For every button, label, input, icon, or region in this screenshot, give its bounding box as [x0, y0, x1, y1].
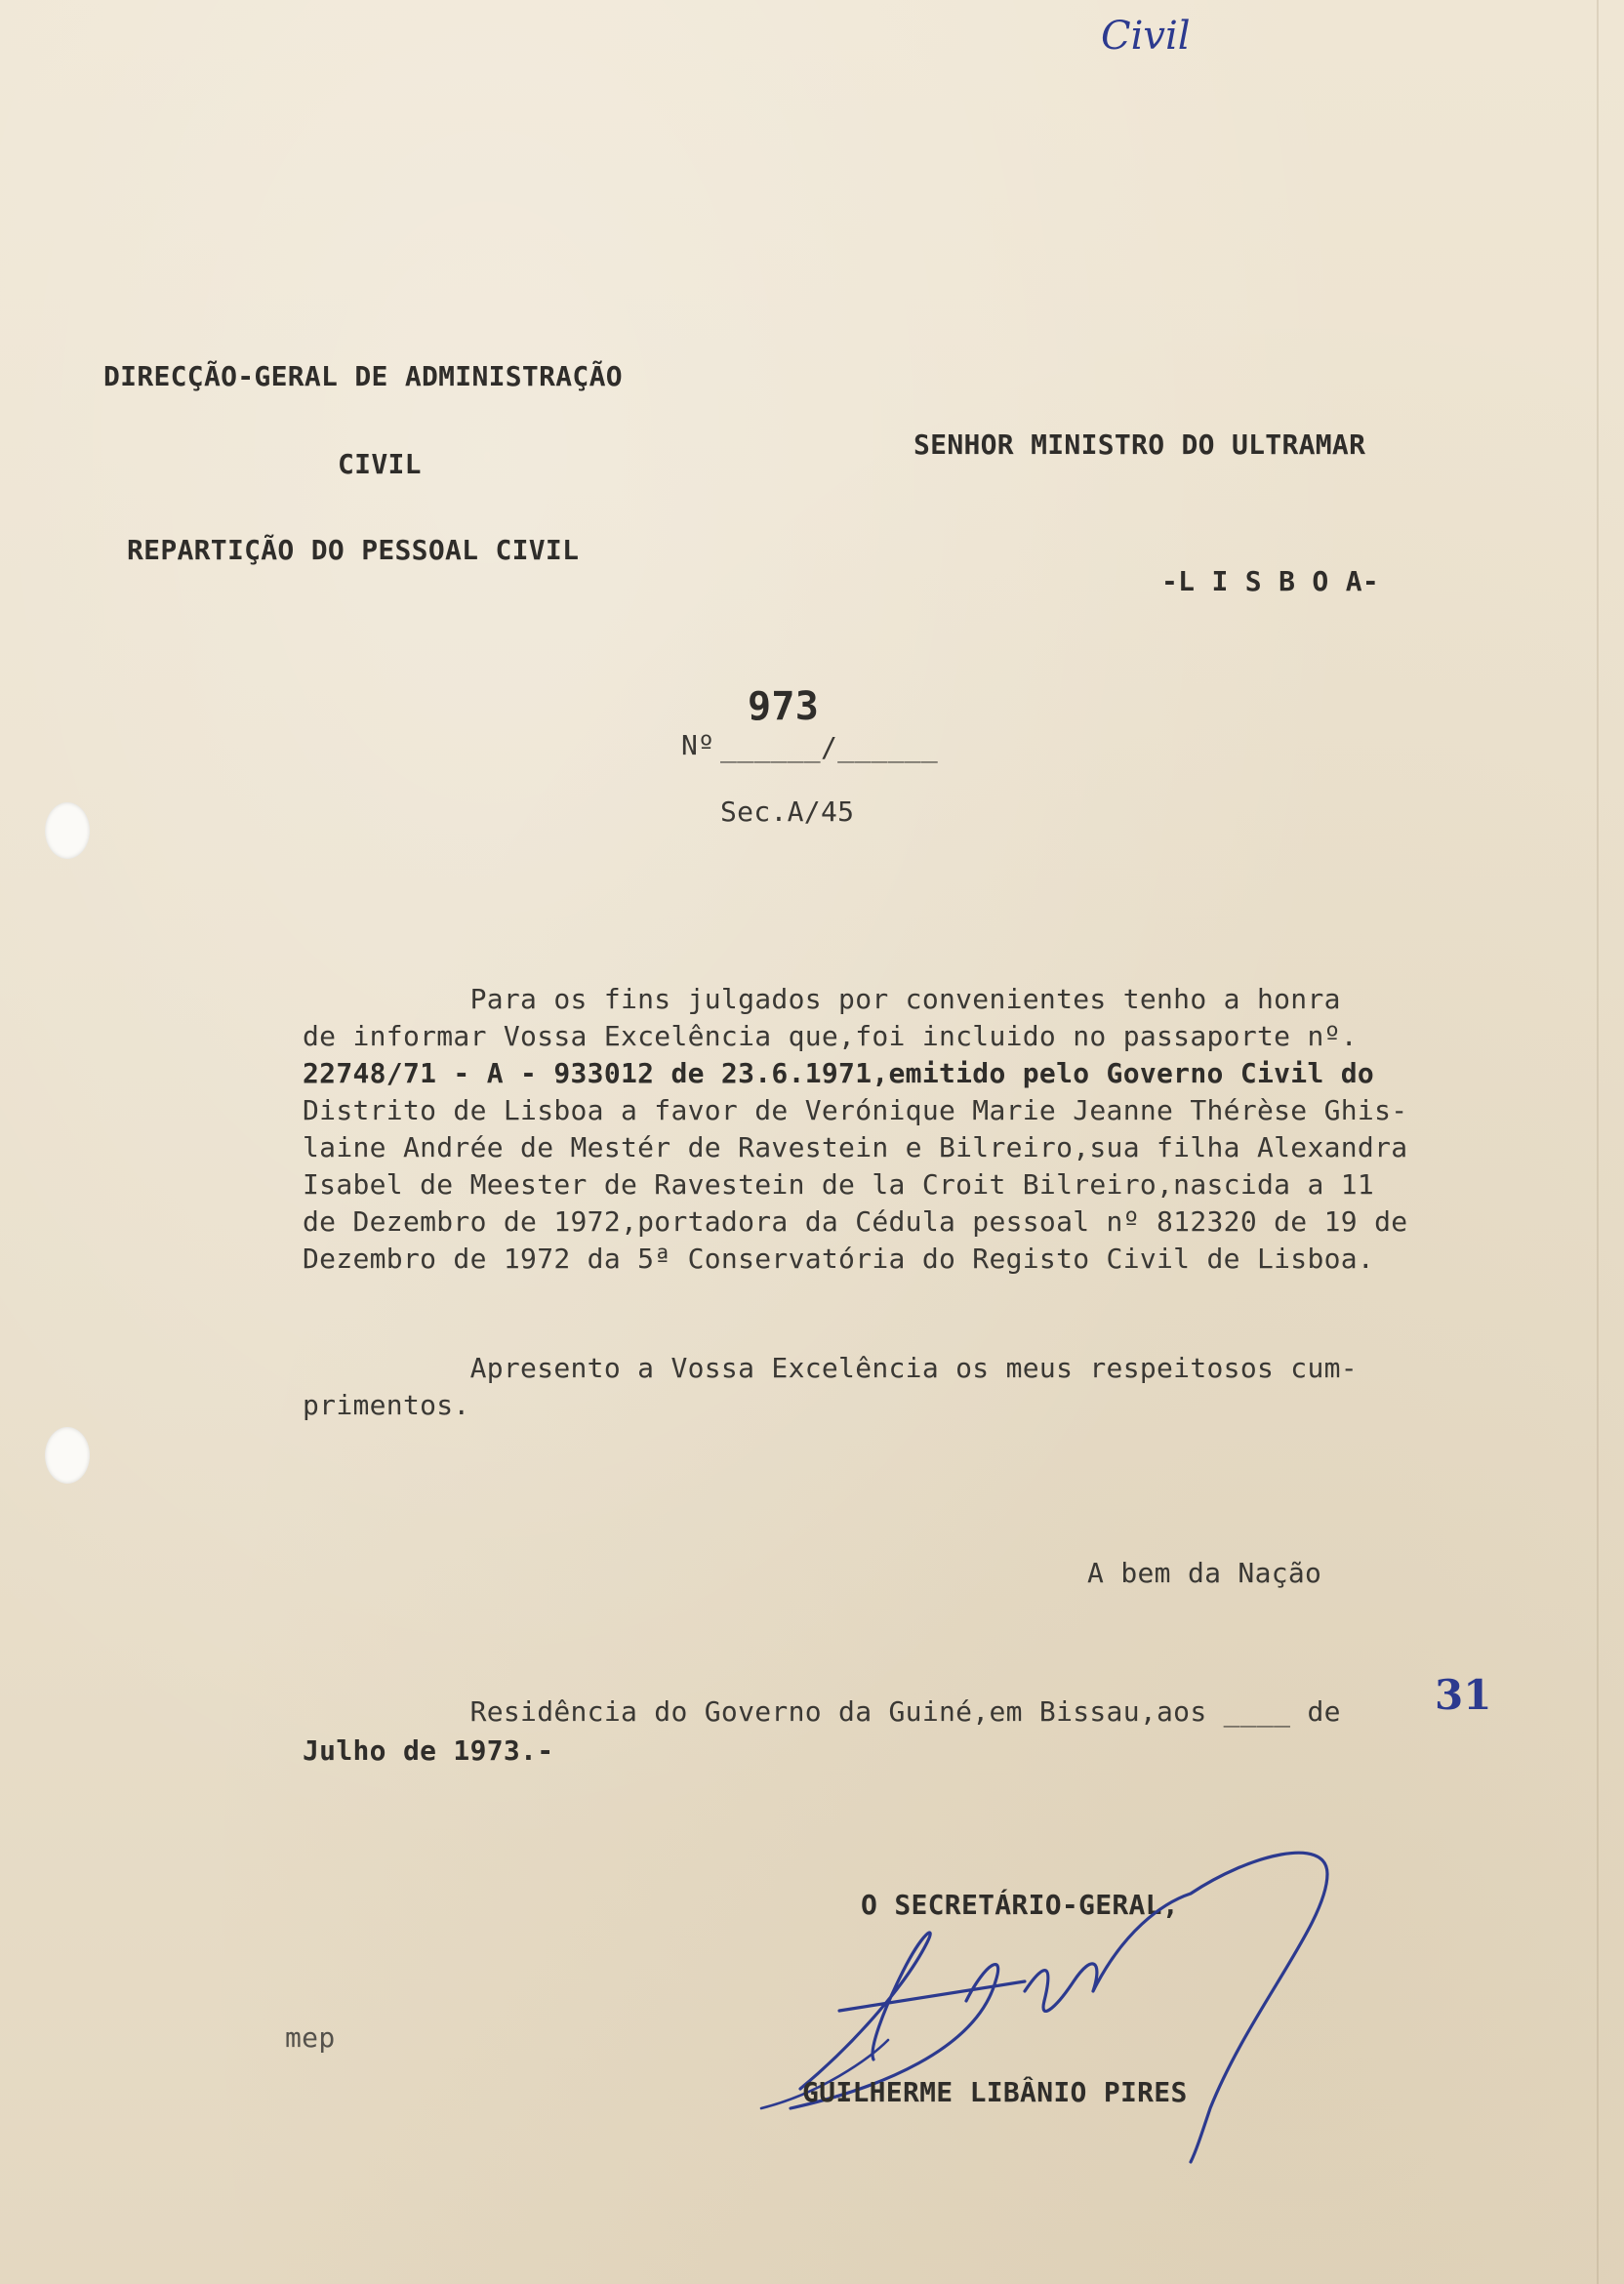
- handwritten-signature: [703, 1815, 1347, 2167]
- body-line: Isabel de Meester de Ravestein de la Croit Bilreiro,nascida a 11: [303, 1168, 1375, 1201]
- header-department-cont: CIVIL: [338, 448, 422, 480]
- header-department: DIRECÇÃO-GERAL DE ADMINISTRAÇÃO: [103, 360, 623, 392]
- salutation: A bem da Nação: [1087, 1557, 1322, 1589]
- page-edge-shadow: [1597, 0, 1599, 2284]
- body-line: Distrito de Lisboa a favor de Verónique Marie Jeanne Thérèse Ghis-: [303, 1094, 1408, 1126]
- reference-number-slots: ______/______: [720, 731, 939, 763]
- body-line: Apresento a Vossa Excelência os meus respeitosos cum-: [303, 1352, 1358, 1384]
- typist-initials: mep: [285, 2021, 336, 2054]
- addressee-city: -L I S B O A-: [1161, 565, 1380, 597]
- punch-hole-bottom: [45, 1427, 90, 1484]
- reference-section: Sec.A/45: [720, 795, 855, 828]
- reference-number-label: Nº: [681, 729, 715, 761]
- body-line: 22748/71 - A - 933012 de 23.6.1971,emitido pelo Governo Civil do: [303, 1057, 1375, 1089]
- place-date-line: Residência do Governo da Guiné,em Bissau,aos ____ de: [303, 1695, 1341, 1728]
- body-line: de informar Vossa Excelência que,foi incluido no passaporte nº.: [303, 1020, 1358, 1052]
- body-line: primentos.: [303, 1389, 470, 1421]
- punch-hole-top: [45, 802, 90, 859]
- place-date-line: Julho de 1973.-: [303, 1734, 554, 1767]
- body-line: de Dezembro de 1972,portadora da Cédula pessoal nº 812320 de 19 de: [303, 1205, 1408, 1238]
- signatory-name: GUILHERME LIBÂNIO PIRES: [802, 2076, 1188, 2108]
- body-line: laine Andrée de Mestér de Ravestein e Bilreiro,sua filha Alexandra: [303, 1131, 1408, 1163]
- handwritten-annotation: Civil: [1101, 14, 1191, 59]
- handwritten-day: 31: [1435, 1671, 1492, 1719]
- body-line: Dezembro de 1972 da 5ª Conservatória do Registo Civil de Lisboa.: [303, 1243, 1375, 1275]
- header-section: REPARTIÇÃO DO PESSOAL CIVIL: [127, 534, 580, 566]
- signatory-title: O SECRETÁRIO-GERAL,: [861, 1889, 1179, 1921]
- addressee-name: SENHOR MINISTRO DO ULTRAMAR: [914, 428, 1366, 461]
- body-line: Para os fins julgados por convenientes tenho a honra: [303, 983, 1341, 1015]
- reference-number: 973: [748, 684, 820, 729]
